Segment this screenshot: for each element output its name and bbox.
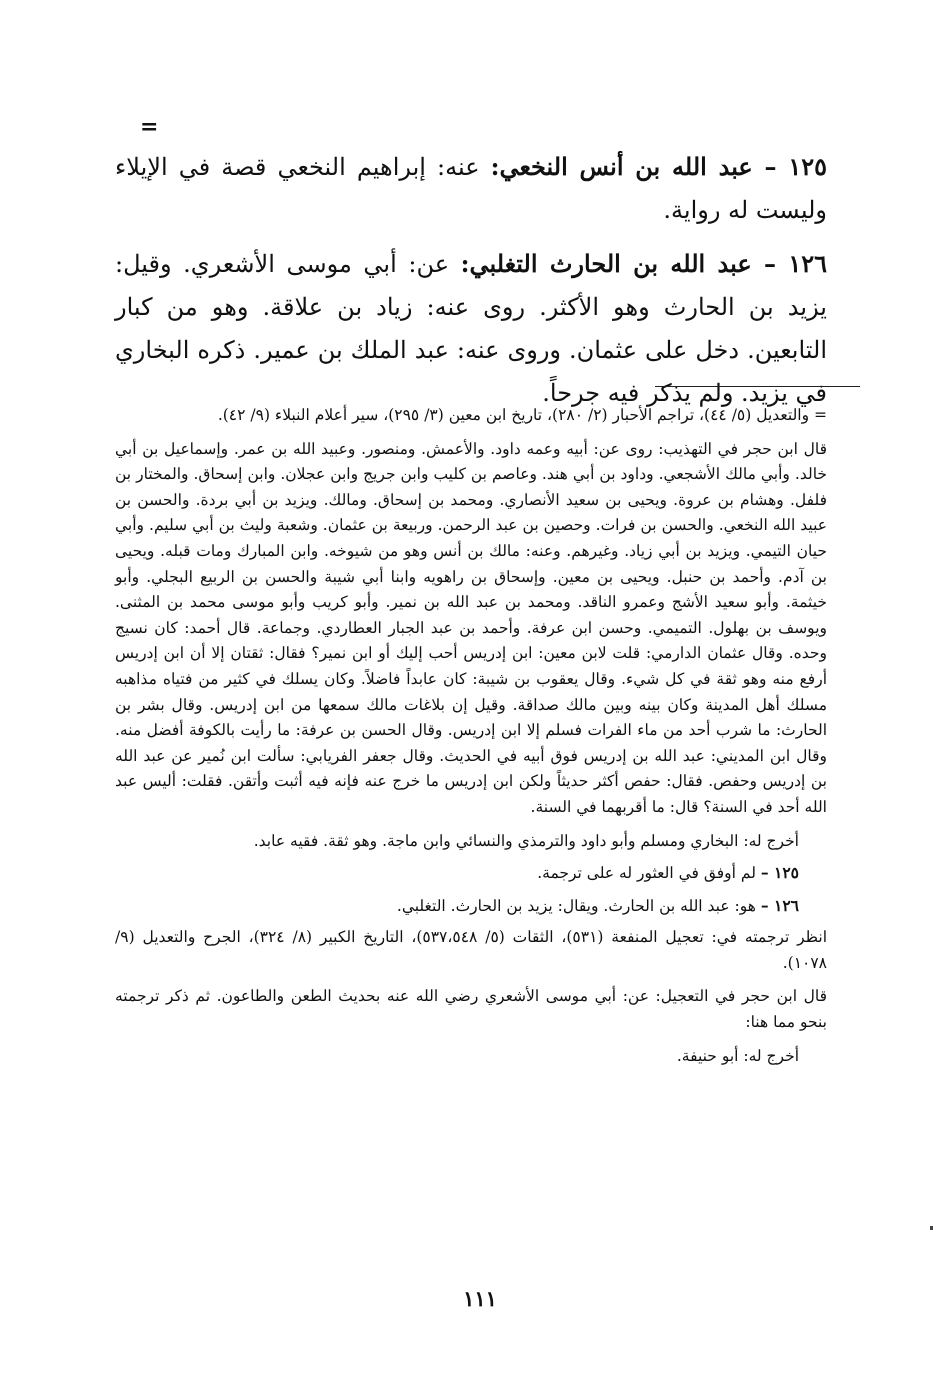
page-number: ١١١ (463, 1286, 497, 1311)
footnote-125-text: لم أوفق في العثور له على ترجمة. (537, 864, 761, 883)
footnote-126 (115, 893, 827, 920)
entry-126-text: عن: أبي موسى الأشعري. وقيل: يزيد بن الحارث وهو الأكثر. روى عنه: زياد بن علاقة. وهو من كبار التابعين. دخل على عثمان. وروى عنه: عبد الملك بن عمير. ذكره البخاري في يزيد. ولم يذكر فيه جرحاً. (115, 250, 827, 407)
footnote-125 (115, 860, 827, 887)
entry-126 (115, 242, 827, 415)
footnotes (115, 403, 827, 1077)
footnote-divider (655, 386, 860, 387)
main-text (115, 145, 827, 425)
footnote-ibn-hajar-tahdhib: قال ابن حجر في التهذيب: روى عن: أبيه وعمه داود. والأعمش. ومنصور. وعبيد الله بن عمر. وإسماعيل بن أبي خالد. وأبي مالك الأشجعي. وداود بن أبي هند. وعاصم بن كليب وابن جريج وابن عجلان. وابن إسحاق. والمختار بن فلفل. وهشام بن عروة. ويحيى بن سعيد الأنصاري. ومحمد بن إسحاق. ومالك. ويزيد بن أبي بردة. والحسن بن عبيد الله النخعي. والحسن بن فرات. وحصين بن عبد الرحمن. وربيعة بن عثمان. وشعبة وليث بن أبي سليم. وأبي حيان التيمي. ويزيد بن أبي زياد. وغيرهم. وعنه: مالك بن أنس وهو من شيوخه. وابن المبارك ومات قبله. ويحيى بن آدم. وأحمد بن حنبل. ويحيى بن معين. وإسحاق بن راهويه وابنا أبي شيبة والحسن بن الربيع البجلي. وأبو خيثمة. وأبو سعيد الأشج وعمرو الناقد. ومحمد بن عبد الله بن نمير. وأبو كريب وأبو موسى محمد بن المثنى. ويوسف بن بهلول. التميمي. وحسن ابن عرفة. وأحمد بن عبد الجبار العطاردي. وجماعة. قال أحمد: كان نسيج وحده. وقال عثمان الدارمي: قلت لابن معين: ابن إدريس أحب إليك أو ابن نمير؟ فقال: ثقتان إلا أن ابن إدريس أرفع منه وهو ثقة في كل شيء. وقال يعقوب بن شيبة: كان عابداً فاضلاً. وكان يسلك في كثير من فتياه مذاهبه مسلك أهل المدينة وكان بينه وبين مالك صداقة. وقيل إن بلاغات مالك سمعها من ابن إدريس. وقال بشر بن الحارث: ما شرب أحد من ماء الفرات فسلم إلا ابن إدريس. وقال الحسن بن عرفة: ما رأيت بالكوفة أفضل منه. وقال ابن المديني: عبد الله بن إدريس فوق أبيه في الحديث. وقال جعفر الفريابي: سألت ابن نُمير عن عبد الله بن إدريس وحفص. فقال: حفص أكثر حديثاً ولكن ابن إدريس ما خرج عنه فإنه فيه أثبت وأتقن. فقلت: أليس عبد الله أحد في السنة؟ قال: ما أقربهما في السنة. (115, 439, 827, 816)
footnote-takhrij-2: أخرج له: أبو حنيفة. (676, 1046, 799, 1065)
entry-125-head: ١٢٥ – عبد الله بن أنس النخعي: (490, 152, 828, 181)
entry-126-head: ١٢٦ – عبد الله بن الحارث التغلبي: (460, 249, 827, 278)
continuation-mark: = (140, 114, 159, 140)
entry-125 (115, 145, 827, 232)
footnote-126-number: ١٢٦ – (760, 895, 799, 915)
footnote-continuation: = والتعديل (٥/ ٤٤)، تراجم الأحبار (٢/ ٢٨٠)، تاريخ ابن معين (٣/ ٢٩٥)، سير أعلام النبلاء (٩/ ٤٢). (217, 406, 827, 424)
footnote-126-text: هو: عبد الله بن الحارث. ويقال: يزيد بن الحارث. التغلبي. (396, 896, 761, 915)
footnote-125-number: ١٢٥ – (760, 863, 799, 883)
margin-dot (930, 1226, 933, 1230)
footnote-ibn-hajar-tajil: قال ابن حجر في التعجيل: عن: أبي موسى الأشعري رضي الله عنه بحديث الطعن والطاعون. ثم ذكر ترجمته بنحو مما هنا: (115, 987, 827, 1032)
entry-125-text: عنه: إبراهيم النخعي قصة في الإيلاء وليست له رواية. (115, 153, 827, 224)
footnote-references: انظر ترجمته في: تعجيل المنفعة (٥٣١)، الثقات (٥/ ٥٣٧،٥٤٨)، التاريخ الكبير (٨/ ٣٢٤)، الجرح والتعديل (٩/ ١٠٧٨). (115, 928, 828, 972)
footnote-takhrij-1: أخرج له: البخاري ومسلم وأبو داود والترمذي والنسائي وابن ماجة. وهو ثقة. فقيه عابد. (253, 831, 799, 850)
